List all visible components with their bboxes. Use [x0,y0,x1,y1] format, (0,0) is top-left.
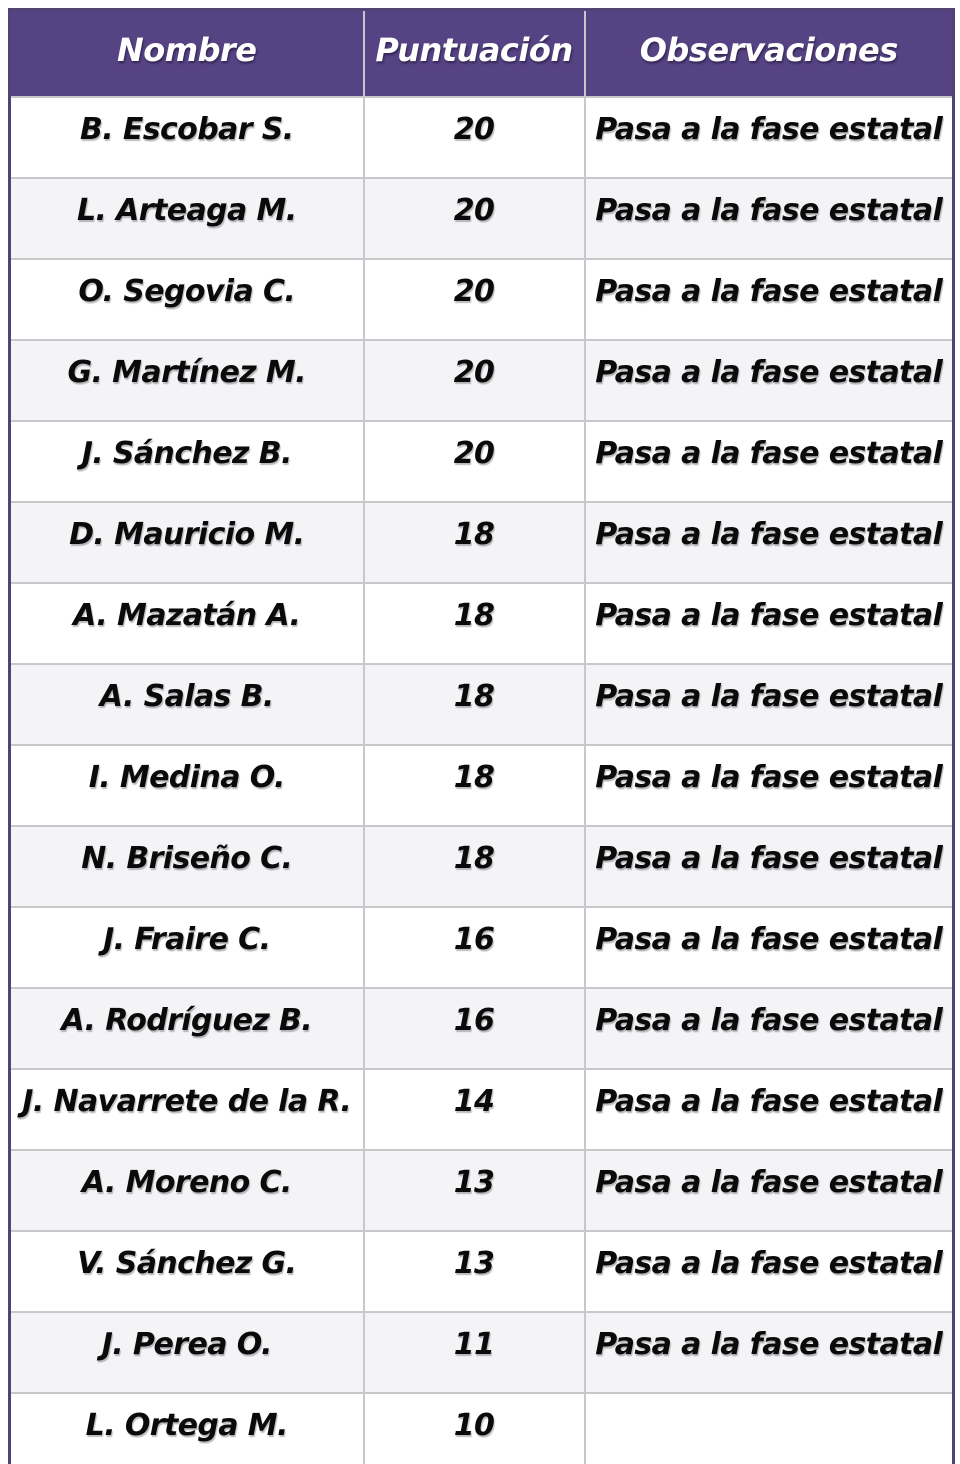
score-cell: 16 [364,907,585,988]
score-cell: 18 [364,745,585,826]
table-row [10,178,954,259]
table-header [10,10,954,98]
score-cell: 20 [364,340,585,421]
observation-cell: Pasa a la fase estatal [585,97,954,178]
table-row [10,1069,954,1150]
name-cell: D. Mauricio M. [10,502,364,583]
observation-cell: Pasa a la fase estatal [585,1312,954,1393]
table-row [10,340,954,421]
score-cell: 18 [364,664,585,745]
score-cell: 14 [364,1069,585,1150]
table-row [10,259,954,340]
table-row [10,826,954,907]
observation-cell: Pasa a la fase estatal [585,907,954,988]
results-table [8,8,955,1464]
score-cell: 11 [364,1312,585,1393]
score-cell: 20 [364,259,585,340]
table-row [10,1312,954,1393]
name-cell: L. Ortega M. [10,1393,364,1464]
table-row [10,745,954,826]
table-row [10,502,954,583]
observation-cell: Pasa a la fase estatal [585,502,954,583]
table-row [10,1231,954,1312]
observation-cell: Pasa a la fase estatal [585,178,954,259]
header-cell-puntuacion: Puntuación [364,10,585,98]
observation-cell: Pasa a la fase estatal [585,421,954,502]
header-cell-nombre: Nombre [10,10,364,98]
name-cell: A. Mazatán A. [10,583,364,664]
observation-cell: Pasa a la fase estatal [585,1069,954,1150]
header-row [10,10,954,98]
score-cell: 18 [364,826,585,907]
name-cell: A. Salas B. [10,664,364,745]
score-cell: 16 [364,988,585,1069]
score-cell: 10 [364,1393,585,1464]
name-cell: J. Perea O. [10,1312,364,1393]
name-cell: B. Escobar S. [10,97,364,178]
observation-cell: Pasa a la fase estatal [585,988,954,1069]
score-cell: 13 [364,1231,585,1312]
name-cell: G. Martínez M. [10,340,364,421]
observation-cell: Pasa a la fase estatal [585,1150,954,1231]
observation-cell: Pasa a la fase estatal [585,826,954,907]
score-cell: 13 [364,1150,585,1231]
name-cell: O. Segovia C. [10,259,364,340]
table-row [10,421,954,502]
name-cell: N. Briseño C. [10,826,364,907]
name-cell: J. Navarrete de la R. [10,1069,364,1150]
score-cell: 20 [364,178,585,259]
observation-cell: Pasa a la fase estatal [585,583,954,664]
observation-cell: Pasa a la fase estatal [585,340,954,421]
observation-cell: Pasa a la fase estatal [585,664,954,745]
table-row [10,664,954,745]
header-cell-observaciones: Observaciones [585,10,954,98]
table-row [10,583,954,664]
observation-cell: Pasa a la fase estatal [585,259,954,340]
name-cell: J. Fraire C. [10,907,364,988]
name-cell: V. Sánchez G. [10,1231,364,1312]
name-cell: A. Moreno C. [10,1150,364,1231]
table-row [10,1150,954,1231]
name-cell: A. Rodríguez B. [10,988,364,1069]
name-cell: L. Arteaga M. [10,178,364,259]
score-cell: 18 [364,583,585,664]
score-cell: 18 [364,502,585,583]
name-cell: I. Medina O. [10,745,364,826]
score-cell: 20 [364,421,585,502]
table-row [10,1393,954,1464]
name-cell: J. Sánchez B. [10,421,364,502]
observation-cell: Pasa a la fase estatal [585,1231,954,1312]
table-row [10,988,954,1069]
table-body [10,97,954,1464]
table-row [10,97,954,178]
score-cell: 20 [364,97,585,178]
table-row [10,907,954,988]
observation-cell: Pasa a la fase estatal [585,745,954,826]
observation-cell [585,1393,954,1464]
